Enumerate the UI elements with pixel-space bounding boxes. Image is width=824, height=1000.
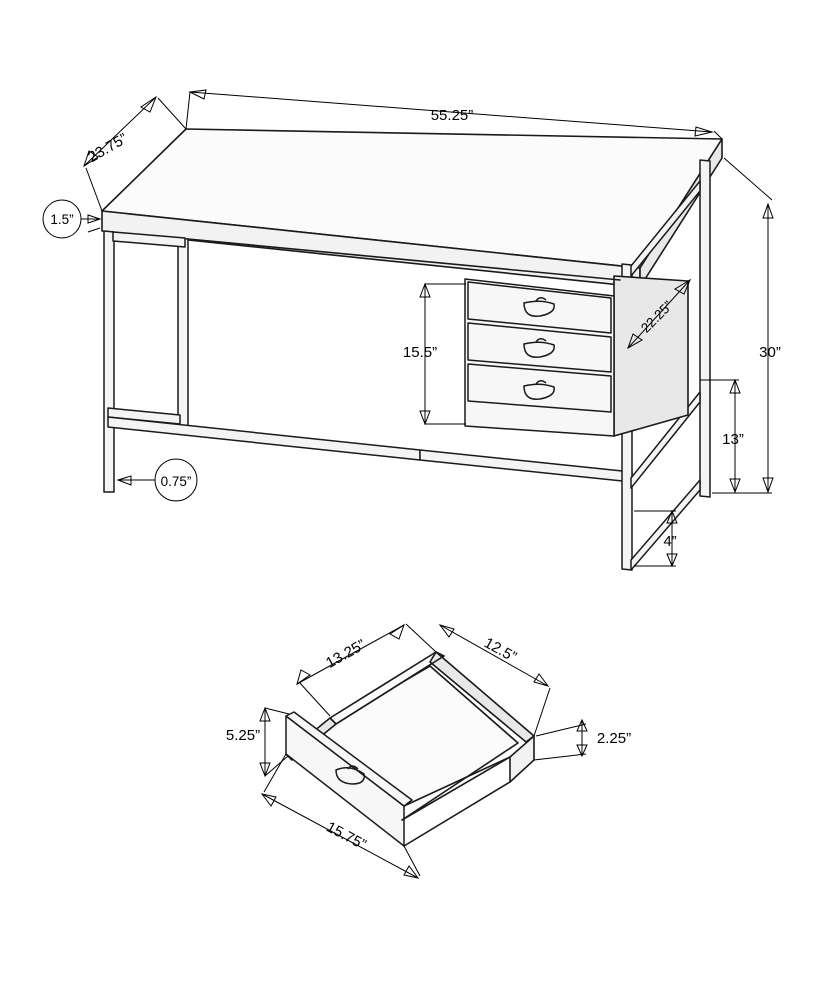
dim-label-face-width: 15.75” <box>323 818 369 854</box>
dim-label-width: 55.25” <box>430 107 474 124</box>
dim-label-top-thickness: 1.5” <box>50 212 74 227</box>
dim-label-foot: 4” <box>663 533 677 550</box>
foot-rail-right <box>631 480 700 570</box>
leg-front-left <box>104 231 114 492</box>
dim-label-leg-width: 0.75” <box>160 474 192 489</box>
dim-label-depth: 23.75” <box>85 130 131 167</box>
dim-label-drawer-depth: 22.25” <box>637 297 676 336</box>
dim-label-knee: 15.5” <box>402 344 438 361</box>
dim-label-height: 30” <box>759 344 781 361</box>
rail-front-lower-right <box>420 450 632 482</box>
leg-rear-right <box>700 160 710 497</box>
dim-label-box-height: 2.25” <box>596 730 632 747</box>
dim-label-clearance: 13” <box>722 431 744 448</box>
leg-rear-left <box>178 238 188 434</box>
rail-front-lower-left <box>108 417 420 460</box>
drawer-cabinet-side <box>614 276 688 436</box>
dim-label-face-height: 5.25” <box>225 727 261 744</box>
dim-label-inner-depth: 12.5” <box>481 634 520 666</box>
drawer-box-illustration <box>286 652 534 846</box>
dim-label-inner-width: 13.25” <box>323 636 369 672</box>
